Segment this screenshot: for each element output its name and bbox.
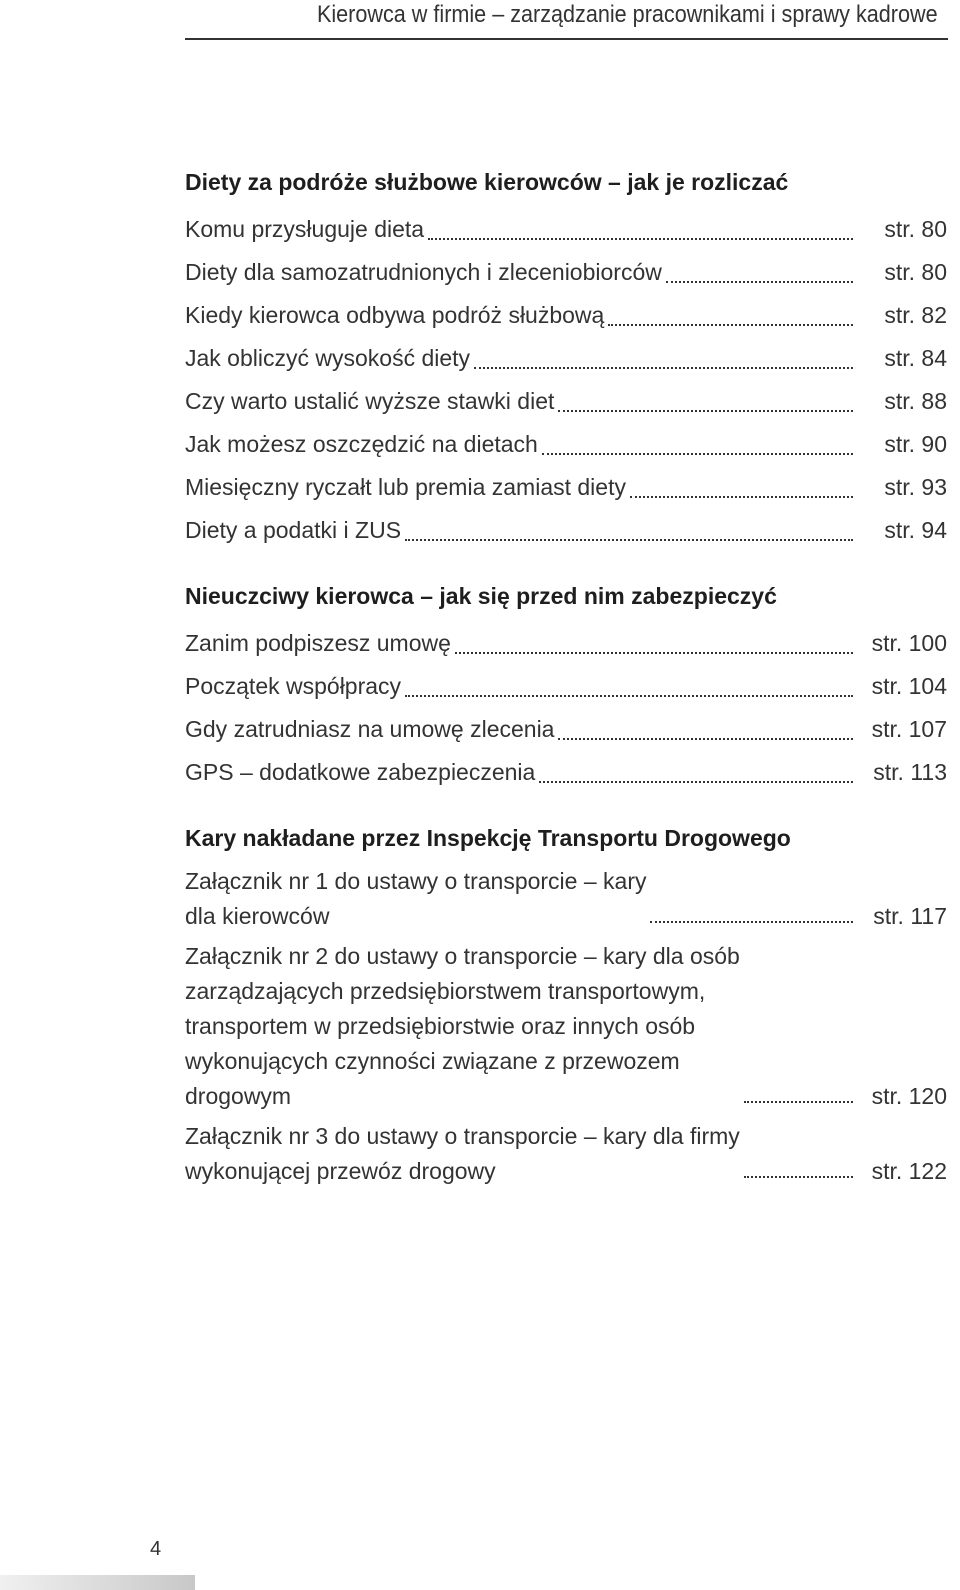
toc-entry-page: str. 104 [871,673,947,699]
toc-entry[interactable] [185,294,947,337]
toc-entry-page: str. 90 [884,431,947,457]
toc-entry-title: GPS – dodatkowe zabezpieczenia [185,759,536,785]
toc-entry-title: Zanim podpiszesz umowę [185,630,451,656]
dot-leader [650,921,853,923]
toc-entry-page: str. 84 [884,345,947,371]
toc-entry[interactable] [185,380,947,423]
dot-leader [405,539,853,541]
section-spacer [185,794,947,824]
toc-entry-page: str. 100 [871,630,947,656]
toc-entry[interactable] [185,251,947,294]
toc-entry-page: str. 80 [884,259,947,285]
book-title: Kierowca w firmie – zarządzanie pracownikami i sprawy kadrowe [317,1,938,28]
toc-entry[interactable] [185,622,947,665]
toc-entry[interactable] [185,751,947,794]
toc-entry[interactable] [185,708,947,751]
toc-entry-title: Załącznik nr 2 do ustawy o transporcie – kary dla osób zarządzających przedsiębiorstwem transportowym, transportem w przedsiębiorstwie oraz innych osób wykonujących czynności związane z przewozem drogowym [185,943,740,1109]
toc-entry-title: Załącznik nr 3 do ustawy o transporcie – kary dla firmy wykonującej przewóz drogowy [185,1123,740,1184]
toc-entry[interactable] [185,337,947,380]
toc-entry-page: str. 117 [873,903,947,929]
toc-entry-title: Gdy zatrudniasz na umowę zlecenia [185,716,555,742]
toc-entry[interactable] [185,509,947,552]
page-number: 4 [150,1538,162,1560]
toc-entry[interactable] [185,864,947,934]
dot-leader [558,410,853,412]
section-title: Diety za podróże służbowe kierowców – jak je rozliczać [185,169,789,195]
toc-entry-title: Jak obliczyć wysokość diety [185,345,471,371]
toc-entries [185,864,947,1189]
toc-entry[interactable] [185,665,947,708]
toc-entry-title: Jak możesz oszczędzić na dietach [185,431,538,457]
section-title: Nieuczciwy kierowca – jak się przed nim zabezpieczyć [185,583,777,609]
toc-entry-title: Komu przysługuje dieta [185,216,425,242]
toc-entry-title: Początek współpracy [185,673,402,699]
toc-entry[interactable] [185,466,947,509]
toc-entry[interactable] [185,939,947,1114]
toc-entry-title: Kiedy kierowca odbywa podróż służbową [185,302,605,328]
dot-leader [666,281,853,283]
footer-decoration-bar [0,1575,195,1590]
dot-leader [474,367,853,369]
dot-leader [630,496,853,498]
dot-leader [542,453,853,455]
dot-leader [608,324,853,326]
toc-section [185,824,947,1189]
section-title: Kary nakładane przez Inspekcję Transportu Drogowego [185,825,791,851]
toc-entry[interactable] [185,423,947,466]
dot-leader [744,1176,853,1178]
toc-entry-title: Diety dla samozatrudnionych i zleceniobiorców [185,259,662,285]
section-spacer [185,552,947,582]
toc-entry-page: str. 93 [884,474,947,500]
toc-entry[interactable] [185,1119,947,1189]
toc-section [185,168,947,552]
toc-entry-page: str. 120 [871,1083,947,1109]
toc-entry-title: Czy warto ustalić wyższe stawki diet [185,388,555,414]
toc-entry-title: Diety a podatki i ZUS [185,517,402,543]
toc-entry-page: str. 122 [871,1158,947,1184]
running-header [185,0,948,40]
toc-entry-page: str. 113 [873,759,947,785]
dot-leader [744,1101,853,1103]
toc-entry-page: str. 107 [871,716,947,742]
toc-entry-page: str. 94 [884,517,947,543]
dot-leader [558,738,853,740]
toc-entries [185,622,947,794]
table-of-contents [185,168,947,1194]
toc-entry-title: Załącznik nr 1 do ustawy o transporcie – kary dla kierowców [185,868,647,929]
dot-leader [539,781,853,783]
toc-entry-page: str. 82 [884,302,947,328]
toc-section [185,582,947,794]
dot-leader [455,652,853,654]
toc-entry-page: str. 88 [884,388,947,414]
toc-entry[interactable] [185,208,947,251]
toc-entries [185,208,947,552]
toc-entry-title: Miesięczny ryczałt lub premia zamiast diety [185,474,626,500]
toc-entry-page: str. 80 [884,216,947,242]
dot-leader [428,238,853,240]
dot-leader [405,695,853,697]
